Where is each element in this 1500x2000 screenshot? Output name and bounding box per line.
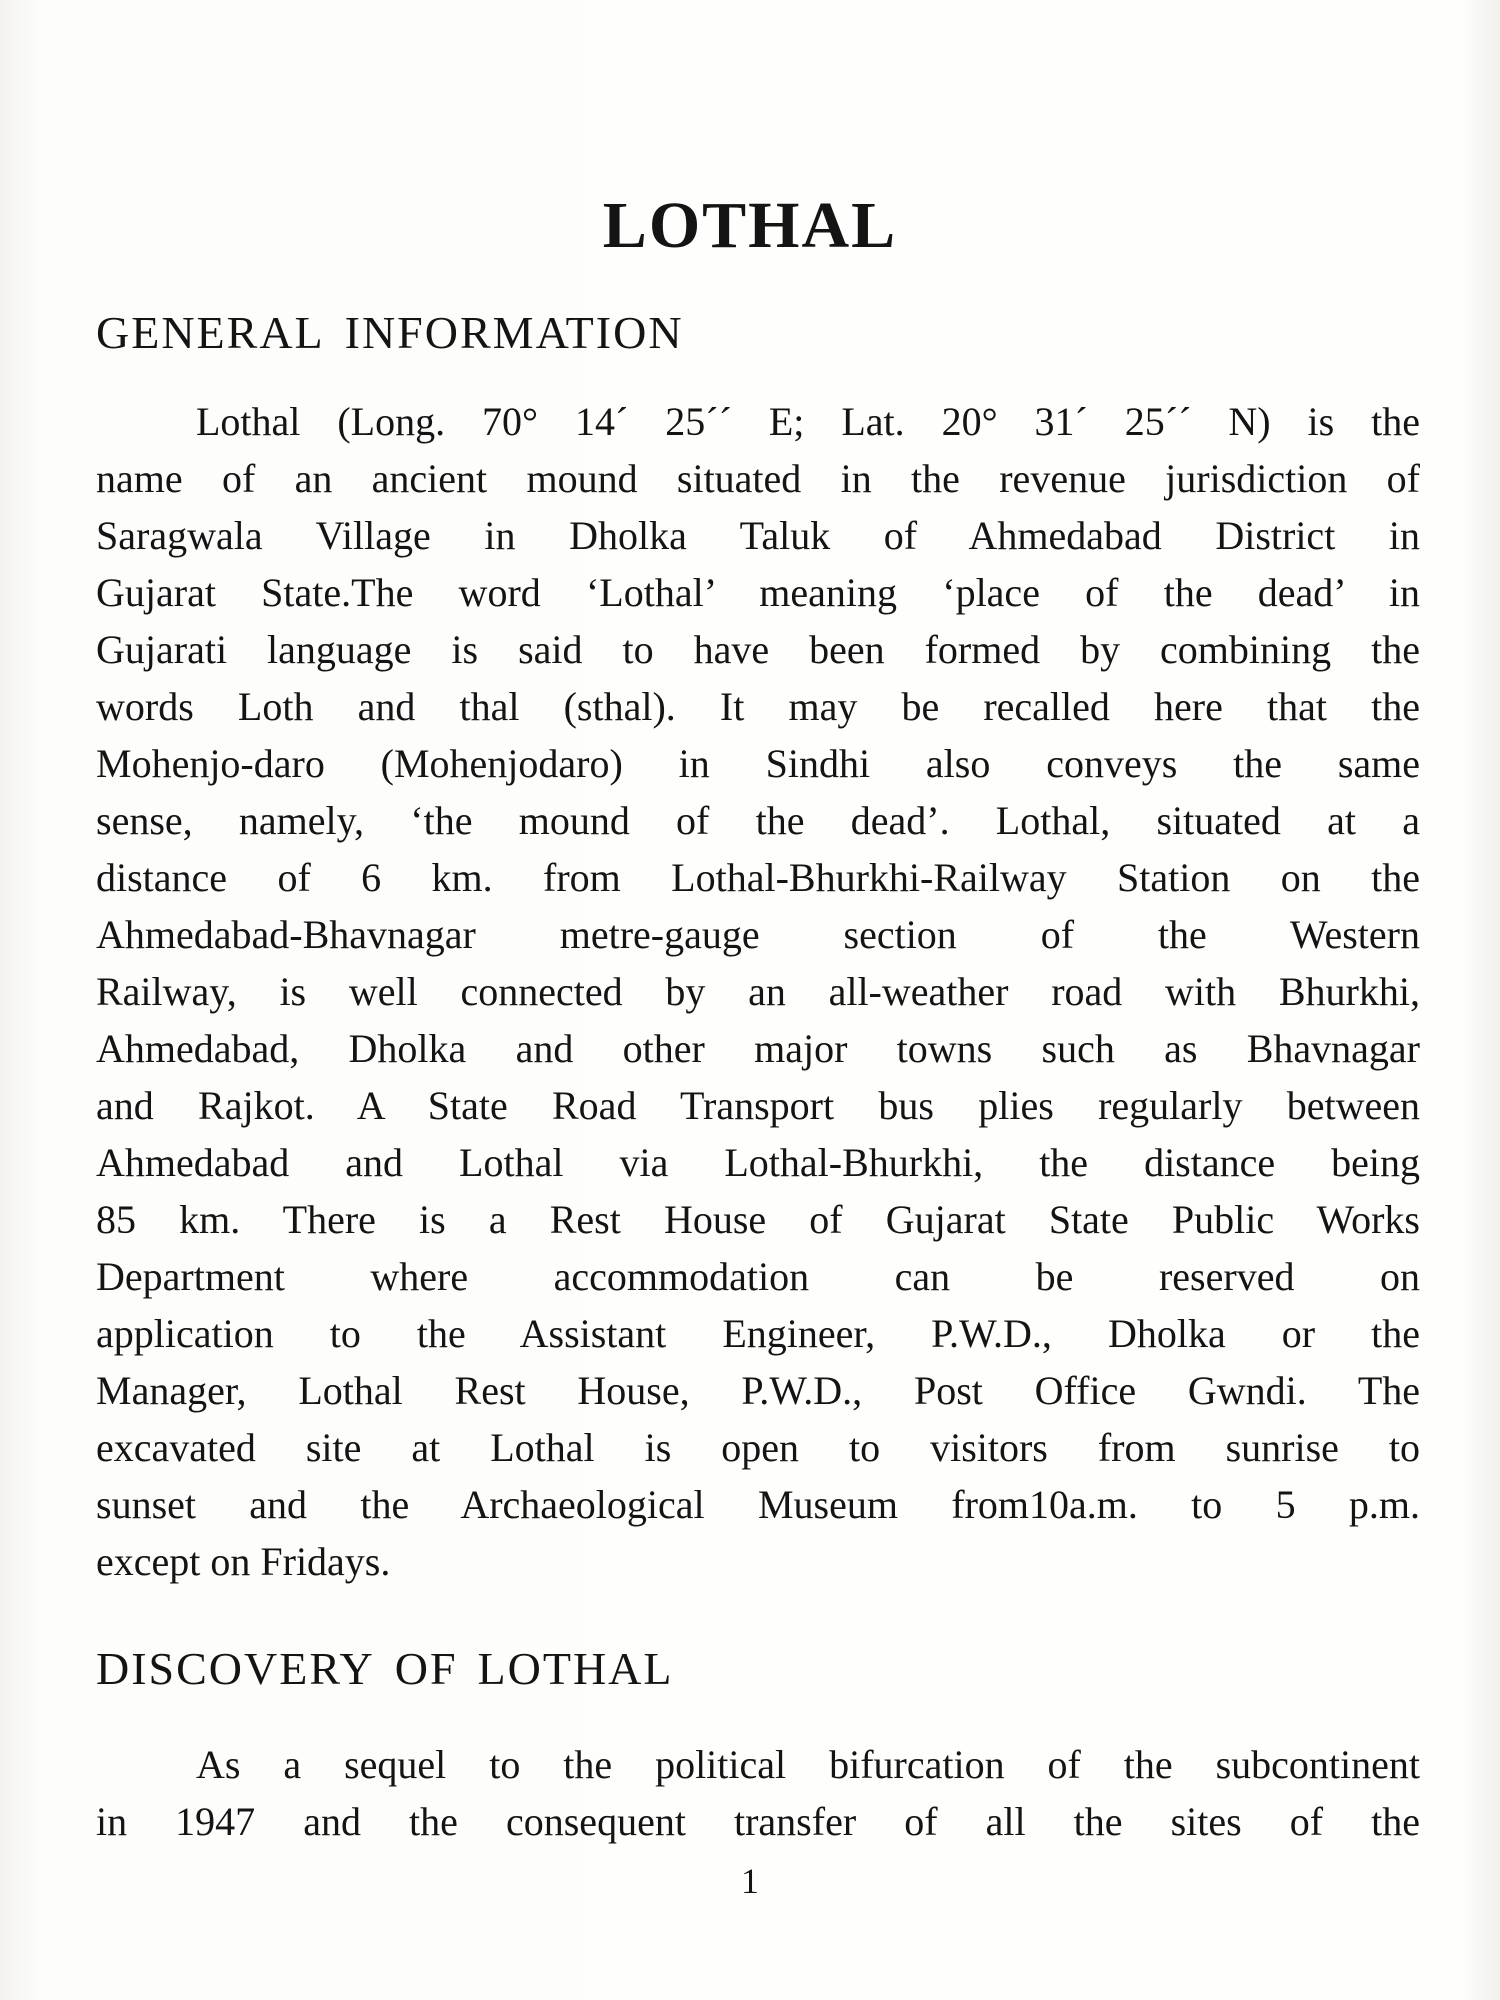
text-line: distance of 6 km. from Lothal-Bhurkhi-Railway Station on the — [96, 855, 1420, 900]
heading-word: LOTHAL — [477, 1643, 674, 1694]
text-line: application to the Assistant Engineer, P.W.D., Dholka or the — [96, 1311, 1420, 1356]
text-line: Saragwala Village in Dholka Taluk of Ahmedabad District in — [96, 513, 1420, 558]
section-heading-discovery-of-lothal — [96, 1642, 674, 1695]
page-title: LOTHAL — [602, 189, 898, 262]
heading-word: GENERAL — [96, 307, 325, 358]
paragraph-general-information — [96, 393, 1420, 1590]
text-line: words Loth and thal (sthal). It may be recalled here that the — [96, 684, 1420, 729]
text-line: Railway, is well connected by an all-weather road with Bhurkhi, — [96, 969, 1420, 1014]
text-line: in 1947 and the consequent transfer of all the sites of the — [96, 1799, 1420, 1844]
text-line: Ahmedabad and Lothal via Lothal-Bhurkhi, the distance being — [96, 1140, 1420, 1185]
text-line: sunset and the Archaeological Museum from10a.m. to 5 p.m. — [96, 1482, 1420, 1527]
text-line: Ahmedabad, Dholka and other major towns such as Bhavnagar — [96, 1026, 1420, 1071]
text-line: Manager, Lothal Rest House, P.W.D., Post Office Gwndi. The — [96, 1368, 1420, 1413]
text-line: Mohenjo-daro (Mohenjodaro) in Sindhi also conveys the same — [96, 741, 1420, 786]
heading-word: INFORMATION — [344, 307, 684, 358]
text-line: As a sequel to the political bifurcation of the subcontinent — [196, 1742, 1420, 1787]
text-line: excavated site at Lothal is open to visitors from sunrise to — [96, 1425, 1420, 1470]
heading-word: OF — [394, 1643, 458, 1694]
text-line: Gujarati language is said to have been formed by combining the — [96, 627, 1420, 672]
text-line: and Rajkot. A State Road Transport bus plies regularly between — [96, 1083, 1420, 1128]
text-line: except on Fridays. — [96, 1539, 391, 1584]
page-number: 1 — [741, 1861, 759, 1901]
text-line: sense, namely, ‘the mound of the dead’. Lothal, situated at a — [96, 798, 1420, 843]
text-line: name of an ancient mound situated in the revenue jurisdiction of — [96, 456, 1420, 501]
section-heading-general-information — [96, 306, 684, 359]
heading-word: DISCOVERY — [96, 1643, 375, 1694]
text-line: 85 km. There is a Rest House of Gujarat State Public Works — [96, 1197, 1420, 1242]
text-line: Ahmedabad-Bhavnagar metre-gauge section of the Western — [96, 912, 1420, 957]
paragraph-discovery — [96, 1736, 1420, 1850]
text-line: Gujarat State.The word ‘Lothal’ meaning ‘place of the dead’ in — [96, 570, 1420, 615]
text-line: Lothal (Long. 70° 14´ 25´´ E; Lat. 20° 31´ 25´´ N) is the — [196, 399, 1420, 444]
text-line: Department where accommodation can be reserved on — [96, 1254, 1420, 1299]
